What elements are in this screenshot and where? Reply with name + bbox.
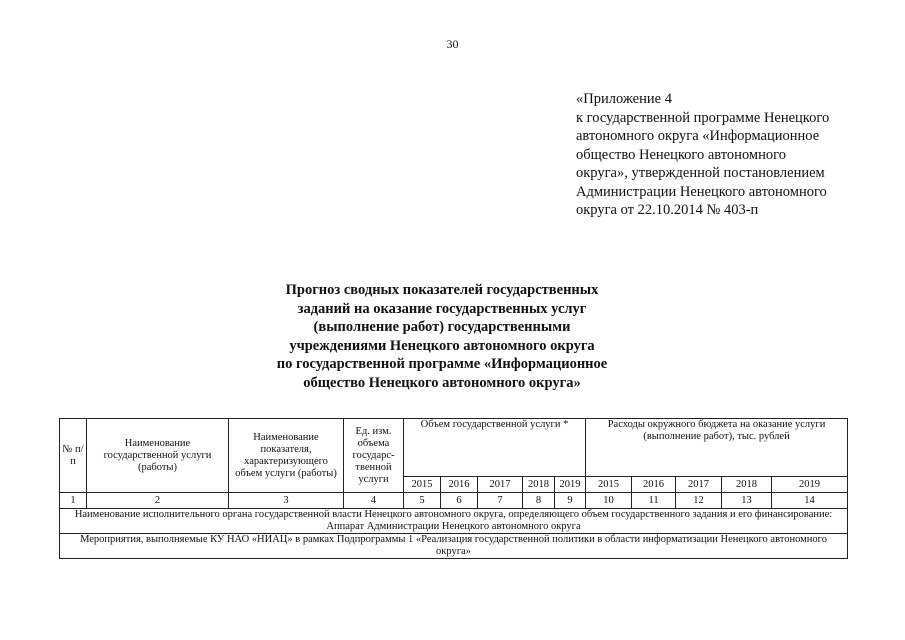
column-number: 3 — [229, 493, 344, 509]
header-expenses: Расходы окружного бюджета на оказание услуги (выполнение работ), тыс. рублей — [586, 419, 848, 477]
column-number: 6 — [441, 493, 478, 509]
title-line: Прогноз сводных показателей государственных — [285, 282, 599, 298]
appendix-line: округа от 22.10.2014 № 403-п — [576, 202, 759, 218]
year-cell: 2017 — [676, 477, 722, 493]
column-number: 2 — [87, 493, 229, 509]
title-line: общество Ненецкого автономного округа» — [303, 374, 581, 391]
year-cell: 2016 — [632, 477, 676, 493]
appendix-line: округа», утвержденной постановлением — [576, 165, 825, 181]
year-cell: 2015 — [586, 477, 632, 493]
appendix-line: общество Ненецкого автономного — [576, 146, 786, 163]
header-service-name: Наименование государственной услуги (работы) — [87, 419, 229, 493]
appendix-note — [576, 90, 876, 220]
column-number: 14 — [772, 493, 848, 509]
year-cell: 2018 — [523, 477, 555, 493]
year-cell: 2019 — [772, 477, 848, 493]
column-number: 5 — [404, 493, 441, 509]
indicators-table — [59, 418, 848, 559]
page-number: 30 — [446, 37, 459, 51]
header-volume: Объем государственной услуги * — [404, 419, 586, 477]
appendix-line: «Приложение 4 — [576, 91, 672, 107]
appendix-line: автономного округа «Информационное — [576, 128, 820, 144]
document-title — [226, 281, 658, 392]
year-cell: 2016 — [441, 477, 478, 493]
column-number: 10 — [586, 493, 632, 509]
header-unit: Ед. изм. объема государс-твенной услуги — [344, 419, 404, 493]
column-number: 7 — [478, 493, 523, 509]
year-cell: 2015 — [404, 477, 441, 493]
column-number: 9 — [555, 493, 586, 509]
year-cell: 2019 — [555, 477, 586, 493]
activities-row: Мероприятия, выполняемые КУ НАО «НИАЦ» в рамках Подпрограммы 1 «Реализация государственной политики в области информатизации Ненецкого автономного округа» — [60, 534, 848, 559]
title-line: по государственной программе «Информационное — [276, 356, 608, 372]
column-number: 8 — [523, 493, 555, 509]
title-line: учреждениями Ненецкого автономного округа — [289, 337, 595, 354]
title-line: заданий на оказание государственных услуг — [297, 300, 587, 317]
column-number: 11 — [632, 493, 676, 509]
column-number: 13 — [722, 493, 772, 509]
header-indicator: Наименование показателя, характеризующего объем услуги (работы) — [229, 419, 344, 493]
header-num: № п/п — [60, 419, 87, 493]
executive-body-row: Наименование исполнительного органа государственной власти Ненецкого автономного округа, определяющего объем государственного задания и его финансирование: Аппарат Администрации Ненецкого автономного округа — [60, 509, 848, 534]
title-line: (выполнение работ) государственными — [313, 319, 571, 335]
year-cell: 2017 — [478, 477, 523, 493]
appendix-line: к государственной программе Ненецкого — [576, 109, 830, 126]
column-number: 12 — [676, 493, 722, 509]
column-number: 4 — [344, 493, 404, 509]
column-number: 1 — [60, 493, 87, 509]
year-cell: 2018 — [722, 477, 772, 493]
appendix-line: Администрации Ненецкого автономного — [576, 183, 827, 200]
